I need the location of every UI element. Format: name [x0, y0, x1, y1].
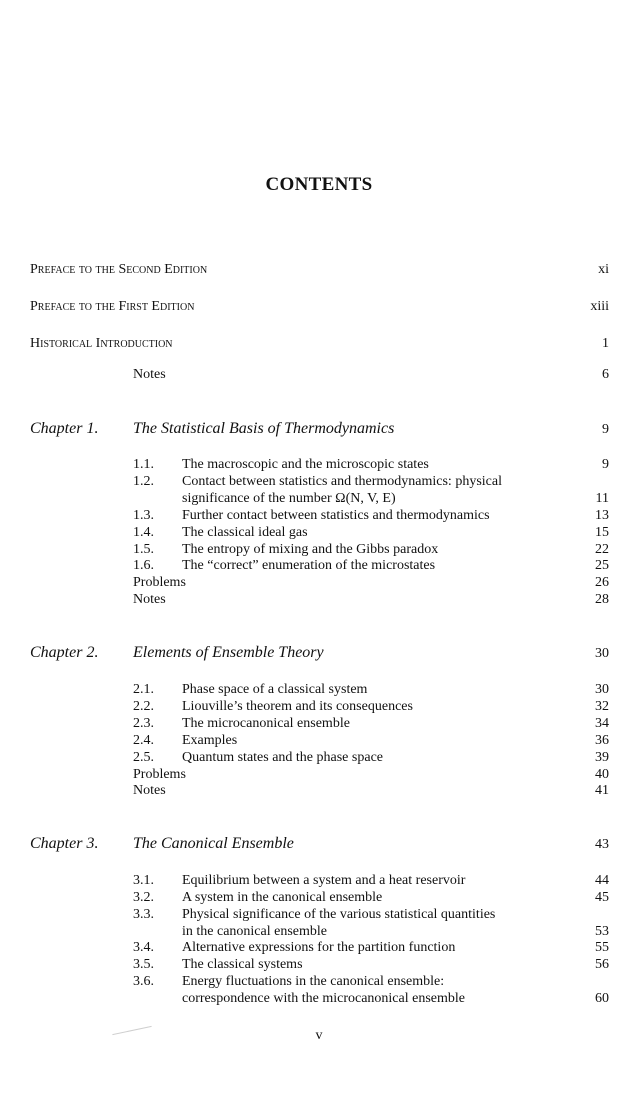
notes-label: Notes [133, 367, 166, 382]
section-title: Phase space of a classical system [182, 682, 368, 697]
section-page: 44 [595, 873, 609, 888]
section-number: 3.3. [133, 907, 154, 922]
section-number: 1.5. [133, 542, 154, 557]
section-number: 1.1. [133, 457, 154, 472]
chapter-title: The Canonical Ensemble [133, 835, 294, 852]
section-number: 2.2. [133, 699, 154, 714]
section-number: 3.1. [133, 873, 154, 888]
problems-label: Problems [133, 767, 186, 782]
section-page: 32 [595, 699, 609, 714]
section-page: 56 [595, 957, 609, 972]
front-entry-label: Preface to the First Edition [30, 299, 195, 314]
chapter-page: 43 [595, 837, 609, 852]
notes-page: 6 [602, 367, 609, 382]
section-page: 25 [595, 558, 609, 573]
problems-page: 26 [595, 575, 609, 590]
section-title: Energy fluctuations in the canonical ensemble: [182, 974, 445, 989]
section-page: 9 [602, 457, 609, 472]
section-page: 60 [595, 991, 609, 1006]
section-number: 2.1. [133, 682, 154, 697]
section-page: 22 [595, 542, 609, 557]
section-page: 53 [595, 924, 609, 939]
section-title: The entropy of mixing and the Gibbs paradox [182, 542, 439, 557]
section-page: 45 [595, 890, 609, 905]
chapter-title: The Statistical Basis of Thermodynamics [133, 420, 395, 437]
chapter-label: Chapter 1. [30, 420, 99, 437]
section-number: 2.3. [133, 716, 154, 731]
section-title: Contact between statistics and thermodynamics: physical [182, 474, 502, 489]
section-title-continued: in the canonical ensemble [182, 924, 327, 939]
section-number: 1.3. [133, 508, 154, 523]
section-title: The classical systems [182, 957, 303, 972]
section-page: 13 [595, 508, 609, 523]
chapter-label: Chapter 2. [30, 644, 99, 661]
section-title: The “correct” enumeration of the microstates [182, 558, 436, 573]
chapter-label: Chapter 3. [30, 835, 99, 852]
section-page: 34 [595, 716, 609, 731]
section-title: Alternative expressions for the partition function [182, 940, 456, 955]
section-page: 30 [595, 682, 609, 697]
section-title: A system in the canonical ensemble [182, 890, 383, 905]
notes-page: 28 [595, 592, 609, 607]
chapter-page: 30 [595, 646, 609, 661]
section-number: 3.2. [133, 890, 154, 905]
section-title: Quantum states and the phase space [182, 750, 383, 765]
section-title: Further contact between statistics and thermodynamics [182, 508, 490, 523]
page-title: CONTENTS [265, 174, 373, 195]
section-number: 2.4. [133, 733, 154, 748]
section-page: 39 [595, 750, 609, 765]
section-number: 2.5. [133, 750, 154, 765]
front-entry-label: Preface to the Second Edition [30, 262, 208, 277]
section-number: 1.6. [133, 558, 154, 573]
notes-label: Notes [133, 592, 166, 607]
notes-page: 41 [595, 783, 609, 798]
front-entry-label: Historical Introduction [30, 336, 173, 351]
section-title: Liouville’s theorem and its consequences [182, 699, 413, 714]
section-title: The classical ideal gas [182, 525, 308, 540]
section-page: 15 [595, 525, 609, 540]
section-number: 1.4. [133, 525, 154, 540]
section-number: 3.5. [133, 957, 154, 972]
section-page: 11 [595, 491, 609, 506]
front-entry-page: 1 [602, 336, 609, 351]
section-title: The macroscopic and the microscopic states [182, 457, 429, 472]
section-title-continued: significance of the number Ω(N, V, E) [182, 491, 396, 506]
chapter-title: Elements of Ensemble Theory [133, 644, 324, 661]
section-number: 1.2. [133, 474, 154, 489]
section-title: Physical significance of the various statistical quantities [182, 907, 496, 922]
chapter-page: 9 [602, 422, 609, 437]
section-page: 36 [595, 733, 609, 748]
section-title: Equilibrium between a system and a heat reservoir [182, 873, 466, 888]
front-entry-page: xi [598, 262, 609, 277]
section-number: 3.6. [133, 974, 154, 989]
section-title: Examples [182, 733, 238, 748]
problems-page: 40 [595, 767, 609, 782]
section-title: The microcanonical ensemble [182, 716, 350, 731]
section-page: 55 [595, 940, 609, 955]
page-number: v [315, 1028, 323, 1043]
notes-label: Notes [133, 783, 166, 798]
problems-label: Problems [133, 575, 186, 590]
section-number: 3.4. [133, 940, 154, 955]
front-entry-page: xiii [590, 299, 609, 314]
section-title-continued: correspondence with the microcanonical ensemble [182, 991, 465, 1006]
